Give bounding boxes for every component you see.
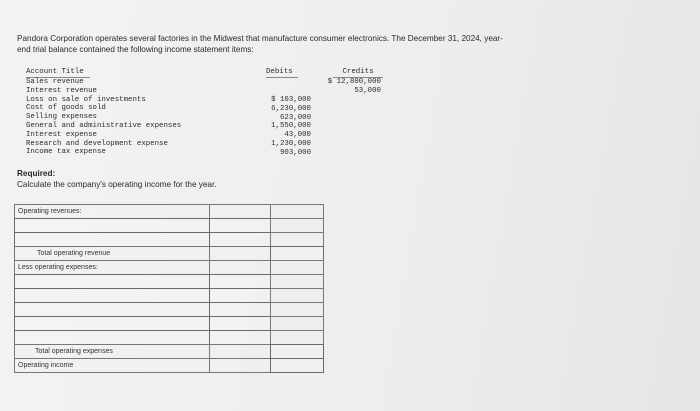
expense-account-select-5[interactable] <box>14 330 210 345</box>
required-heading: Required: <box>17 169 56 178</box>
account-name: Income tax expense <box>26 148 106 157</box>
account-name: Research and development expense <box>26 139 168 148</box>
label-cell <box>14 204 210 219</box>
debit-value: $ 103,000 <box>271 96 311 104</box>
credit-value: $ 12,800,000 <box>327 78 381 86</box>
expense-amount-input-3[interactable] <box>209 302 271 317</box>
debit-value: 43,000 <box>284 131 311 140</box>
debit-value: 6,230,000 <box>271 104 311 113</box>
total-operating-revenue-input[interactable] <box>270 246 324 261</box>
debit-value: 623,000 <box>279 113 311 122</box>
required-text: Calculate the company's operating income for the year. <box>17 180 217 189</box>
debit-value: 1,230,000 <box>271 139 311 148</box>
total-operating-expenses-input[interactable] <box>270 344 324 359</box>
account-name: Selling expenses <box>26 113 97 122</box>
revenue-account-select-1[interactable] <box>14 218 210 233</box>
credits-column <box>320 78 381 96</box>
intro-line-1: Pandora Corporation operates several factories in the Midwest that manufacture consumer electronics. The December 31, 2024, year- <box>17 34 503 43</box>
intro-line-2: end trial balance contained the following income statement items: <box>17 45 254 54</box>
debit-value: 1,550,000 <box>271 122 311 131</box>
expense-account-select-3[interactable] <box>14 302 210 317</box>
account-name: Interest revenue <box>26 86 97 95</box>
col-header-credits: Credits <box>342 68 374 76</box>
revenue-amount-input-2[interactable] <box>209 232 271 247</box>
account-name: Cost of goods sold <box>26 104 106 113</box>
expense-account-select-2[interactable] <box>14 288 210 303</box>
total-operating-expenses-label: Total operating expenses <box>35 348 113 355</box>
debits-column <box>262 96 311 158</box>
account-name: General and administrative expenses <box>26 121 182 130</box>
expense-account-select-1[interactable] <box>14 274 210 289</box>
debit-value: 903,000 <box>279 148 311 157</box>
problem-intro <box>17 33 617 55</box>
expense-amount-input-4[interactable] <box>209 316 271 331</box>
revenue-amount-input-1[interactable] <box>209 218 271 233</box>
col-header-debits: Debits <box>266 68 293 76</box>
account-list <box>26 78 181 157</box>
account-name: Interest expense <box>26 130 97 139</box>
expense-account-select-4[interactable] <box>14 316 210 331</box>
expense-amount-input-2[interactable] <box>209 288 271 303</box>
credit-value: 53,000 <box>354 86 381 95</box>
header-underline <box>266 77 298 78</box>
col-header-account: Account Title <box>26 68 84 76</box>
total-operating-revenue-label: Total operating revenue <box>37 250 111 257</box>
expense-amount-input-5[interactable] <box>209 330 271 345</box>
operating-income-label: Operating income <box>18 362 74 369</box>
required-section <box>17 168 217 190</box>
operating-revenues-label: Operating revenues: <box>18 208 82 215</box>
expense-amount-input-1[interactable] <box>209 274 271 289</box>
revenue-account-select-2[interactable] <box>14 232 210 247</box>
operating-income-input[interactable] <box>270 358 324 373</box>
account-name: Sales revenue <box>26 78 84 86</box>
less-operating-expenses-label: Less operating expenses: <box>18 264 98 271</box>
account-name: Loss on sale of investments <box>26 95 146 104</box>
